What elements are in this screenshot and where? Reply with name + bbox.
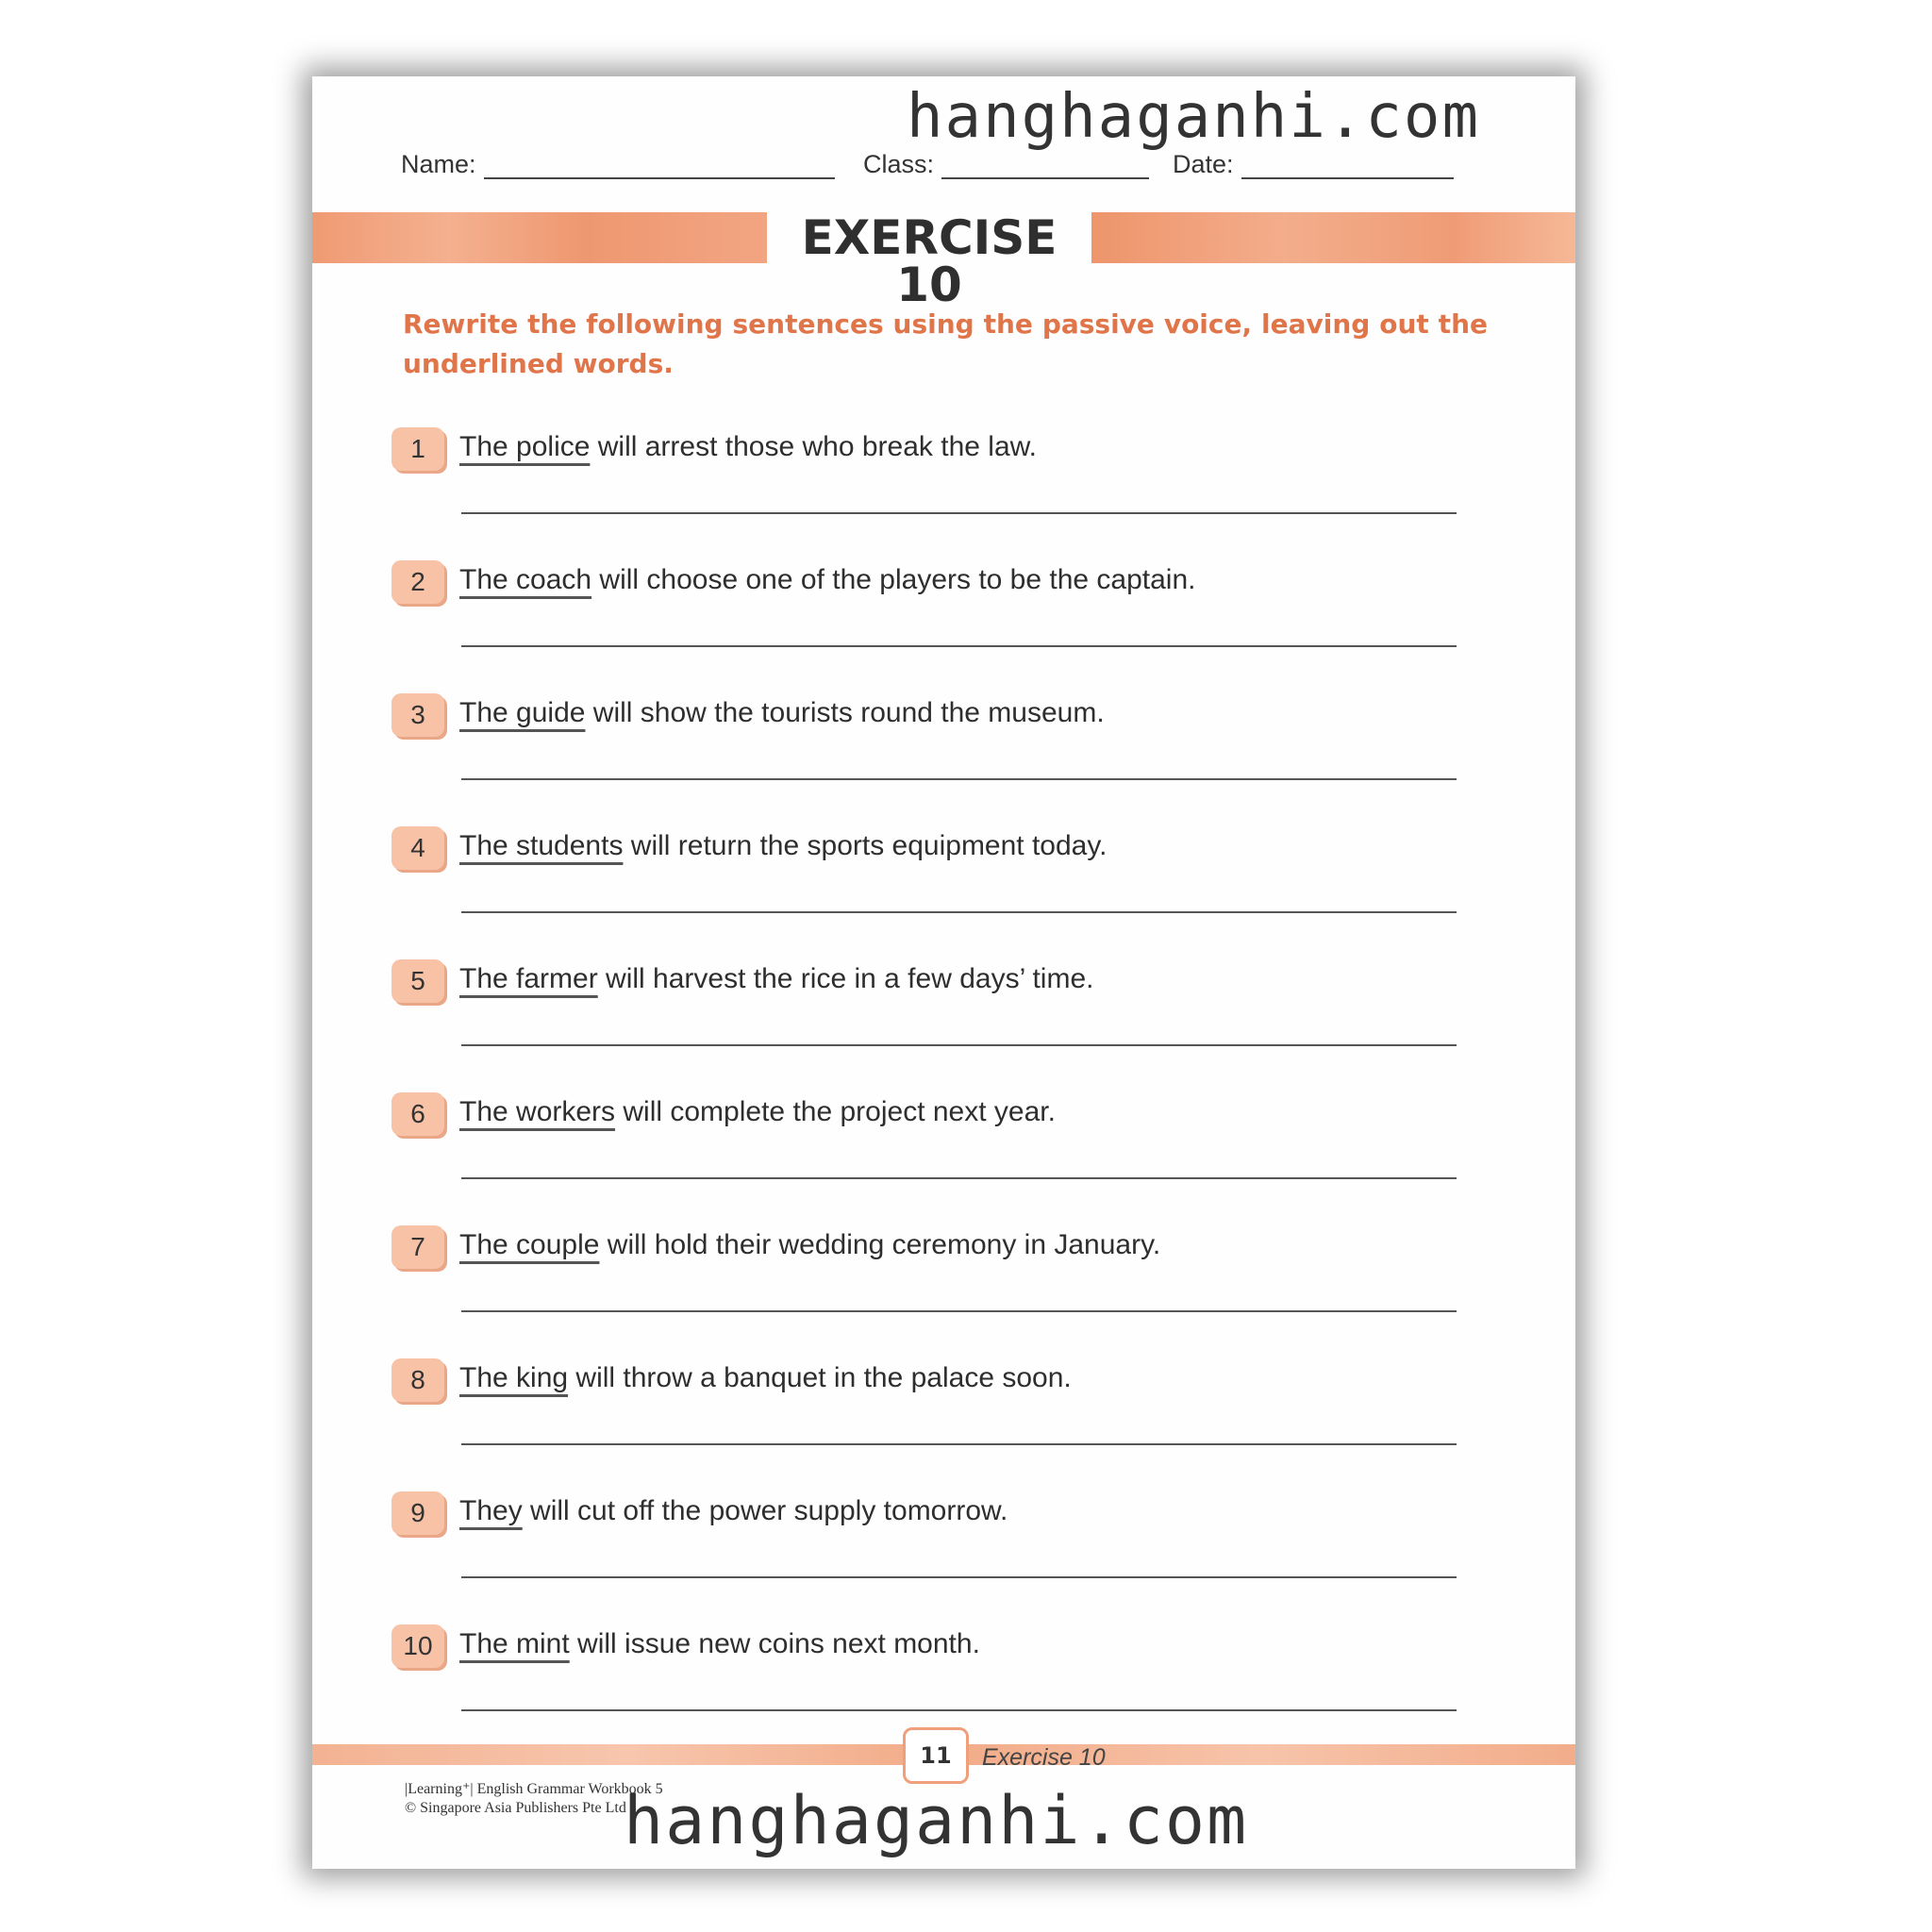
- answer-line[interactable]: [461, 645, 1457, 647]
- question-sentence: [459, 1096, 1056, 1128]
- sentence-rest: will issue new coins next month.: [569, 1628, 980, 1659]
- sentence-rest: will arrest those who break the law.: [590, 431, 1037, 462]
- footer-exercise-label: Exercise 10: [982, 1744, 1106, 1771]
- watermark-top: hanghaganhi.com: [907, 82, 1480, 152]
- underlined-subject: The police: [459, 431, 591, 462]
- underlined-subject: The workers: [459, 1096, 616, 1127]
- answer-line[interactable]: [461, 1044, 1457, 1046]
- sentence-rest: will hold their wedding ceremony in January.: [599, 1229, 1161, 1260]
- sentence-rest: will show the tourists round the museum.: [585, 697, 1105, 728]
- underlined-subject: The mint: [459, 1628, 570, 1659]
- question-number-badge: 1: [391, 427, 444, 471]
- underlined-subject: The coach: [459, 564, 592, 595]
- answer-line[interactable]: [461, 1709, 1457, 1711]
- question-item: [391, 826, 1500, 921]
- question-list: [312, 76, 1575, 1869]
- question-sentence: [459, 1495, 1008, 1527]
- class-label: Class:: [863, 150, 935, 178]
- question-sentence: [459, 1362, 1072, 1394]
- question-sentence: [459, 564, 1196, 596]
- answer-line[interactable]: [461, 1576, 1457, 1578]
- question-sentence: [459, 963, 1093, 995]
- credit-line-1: |Learning⁺| English Grammar Workbook 5: [405, 1781, 663, 1797]
- question-number-badge: 9: [391, 1491, 444, 1535]
- question-item: [391, 1491, 1500, 1586]
- sentence-rest: will cut off the power supply tomorrow.: [522, 1495, 1008, 1526]
- sentence-rest: will harvest the rice in a few days’ time.: [597, 963, 1094, 994]
- answer-line[interactable]: [461, 1177, 1457, 1179]
- question-item: [391, 427, 1500, 522]
- page-number: 11: [903, 1727, 969, 1784]
- question-item: [391, 1624, 1500, 1719]
- question-number-badge: 8: [391, 1358, 444, 1402]
- question-item: [391, 1225, 1500, 1320]
- sentence-rest: will throw a banquet in the palace soon.: [568, 1362, 1072, 1393]
- question-item: [391, 560, 1500, 655]
- question-sentence: [459, 1628, 980, 1660]
- question-item: [391, 693, 1500, 788]
- answer-line[interactable]: [461, 1310, 1457, 1312]
- watermark-bottom: hanghaganhi.com: [624, 1782, 1249, 1859]
- question-number-badge: 2: [391, 560, 444, 604]
- underlined-subject: The farmer: [459, 963, 598, 994]
- answer-line[interactable]: [461, 512, 1457, 514]
- sentence-rest: will choose one of the players to be the captain.: [591, 564, 1196, 595]
- answer-line[interactable]: [461, 778, 1457, 780]
- answer-line[interactable]: [461, 1443, 1457, 1445]
- question-item: [391, 1092, 1500, 1187]
- question-item: [391, 959, 1500, 1054]
- question-sentence: [459, 697, 1105, 729]
- date-label: Date:: [1173, 150, 1234, 178]
- sentence-rest: will complete the project next year.: [615, 1096, 1056, 1127]
- name-label: Name:: [401, 150, 476, 178]
- question-sentence: [459, 1229, 1160, 1261]
- question-sentence: [459, 431, 1037, 463]
- underlined-subject: They: [459, 1495, 523, 1526]
- answer-line[interactable]: [461, 911, 1457, 913]
- underlined-subject: The king: [459, 1362, 569, 1393]
- question-sentence: [459, 830, 1107, 862]
- underlined-subject: The students: [459, 830, 624, 861]
- exercise-title: EXERCISE 10: [801, 210, 1058, 312]
- sentence-rest: will return the sports equipment today.: [623, 830, 1108, 861]
- question-item: [391, 1358, 1500, 1453]
- instruction-text: Rewrite the following sentences using the passive voice, leaving out the underlined words.: [403, 308, 1488, 379]
- question-number-badge: 4: [391, 826, 444, 870]
- question-number-badge: 5: [391, 959, 444, 1003]
- question-number-badge: 10: [391, 1624, 444, 1668]
- question-number-badge: 6: [391, 1092, 444, 1136]
- question-number-badge: 3: [391, 693, 444, 737]
- question-number-badge: 7: [391, 1225, 444, 1269]
- underlined-subject: The guide: [459, 697, 586, 728]
- credit-line-2: © Singapore Asia Publishers Pte Ltd: [405, 1800, 626, 1816]
- worksheet-page: [312, 76, 1575, 1869]
- underlined-subject: The couple: [459, 1229, 600, 1260]
